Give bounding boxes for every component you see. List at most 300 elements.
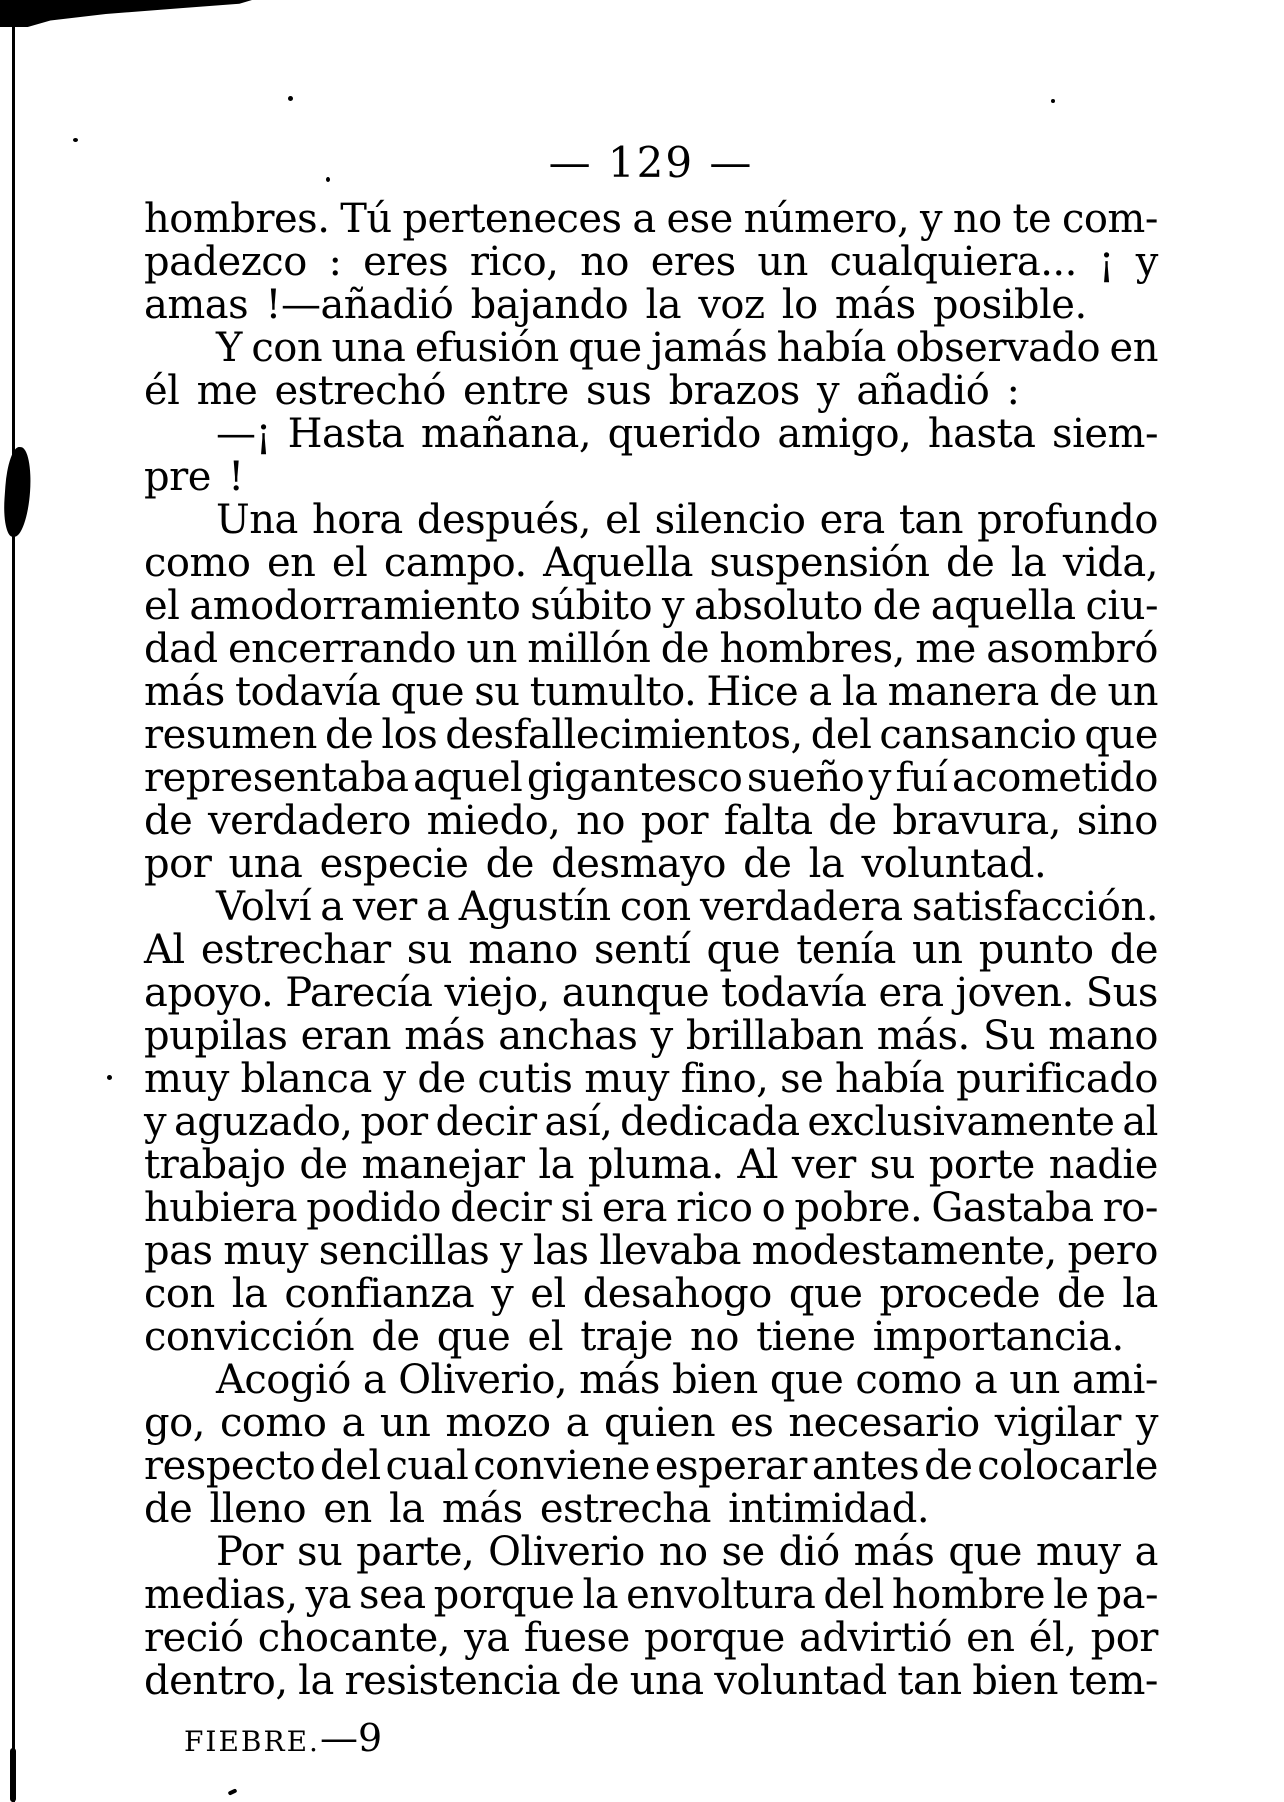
word: de xyxy=(417,1056,466,1102)
word: Gastaba xyxy=(931,1185,1094,1231)
word: exclusivamente xyxy=(807,1099,1115,1145)
word: tan xyxy=(898,497,964,543)
word: silencio xyxy=(654,497,806,543)
word: número, xyxy=(743,196,910,242)
word: aquella xyxy=(930,583,1076,629)
word: a xyxy=(426,884,450,930)
word: al xyxy=(1122,1099,1158,1145)
word: Y xyxy=(216,325,242,371)
word: más xyxy=(579,1357,660,1403)
word: querido xyxy=(607,411,761,457)
word: confianza xyxy=(284,1271,475,1317)
word: hombres, xyxy=(719,626,905,672)
word: por xyxy=(1090,1615,1158,1661)
word: advirtió xyxy=(798,1615,952,1661)
word: hubiera xyxy=(144,1185,298,1231)
word: joven. xyxy=(955,970,1074,1016)
word: con xyxy=(251,325,323,371)
word: chocante, xyxy=(257,1615,450,1661)
word: una xyxy=(629,1658,704,1704)
word: se xyxy=(780,1056,824,1102)
word: tem- xyxy=(1068,1658,1158,1704)
word: aguzado, xyxy=(173,1099,353,1145)
word: una xyxy=(331,325,406,371)
word: decir xyxy=(450,1185,552,1231)
word: le xyxy=(1053,1572,1089,1618)
word: fuí xyxy=(895,755,948,801)
text-line xyxy=(144,714,1158,757)
word: rico xyxy=(676,1185,753,1231)
word: era xyxy=(878,970,944,1016)
word: procede xyxy=(879,1271,1041,1317)
word: Acogió xyxy=(216,1357,351,1403)
word: su xyxy=(474,669,520,715)
word: trabajo xyxy=(144,1142,286,1188)
text-line xyxy=(144,1617,1158,1660)
word: y xyxy=(500,1228,523,1274)
word: cutis xyxy=(477,1056,573,1102)
word: dad xyxy=(144,626,218,672)
word: Tú xyxy=(340,196,392,242)
word: aquel xyxy=(413,755,523,801)
word: que xyxy=(788,1271,863,1317)
word: sentí xyxy=(594,927,691,973)
word: eres xyxy=(650,239,736,285)
word: falta xyxy=(723,798,813,844)
scan-artifact-left-line xyxy=(12,16,15,1802)
word: tenía xyxy=(796,927,896,973)
word: sencillas xyxy=(318,1228,490,1274)
word: y xyxy=(383,1056,406,1102)
text-line xyxy=(144,972,1158,1015)
word: y xyxy=(650,1013,673,1059)
word: bien xyxy=(972,1658,1059,1704)
word: brillaban xyxy=(685,1013,864,1059)
word: la xyxy=(298,1658,334,1704)
word: del xyxy=(823,1572,884,1618)
word: con xyxy=(144,1271,215,1317)
word: Oliverio xyxy=(488,1529,645,1575)
word: sino xyxy=(1076,798,1158,844)
word: todavía xyxy=(234,669,381,715)
word: del xyxy=(810,712,872,758)
word: del xyxy=(320,1443,381,1489)
word: un xyxy=(912,927,963,973)
word: desfallecimientos, xyxy=(445,712,803,758)
word: un xyxy=(379,1400,431,1446)
scan-artifact-left-line-foot xyxy=(10,1748,16,1802)
text-line xyxy=(144,1230,1158,1273)
word: podido xyxy=(306,1185,441,1231)
word: Oliverio, xyxy=(398,1357,568,1403)
scan-artifact-ink-blob xyxy=(2,446,33,538)
word: apoyo. xyxy=(144,970,274,1016)
word: observado xyxy=(895,325,1101,371)
word: bien xyxy=(671,1357,758,1403)
word: un xyxy=(757,239,808,285)
word: y xyxy=(1135,239,1158,285)
text-line xyxy=(144,757,1158,800)
word: así, xyxy=(544,1099,613,1145)
word: ro- xyxy=(1102,1185,1158,1231)
word: como xyxy=(855,1357,962,1403)
word: absoluto xyxy=(693,583,863,629)
text-line xyxy=(144,1058,1158,1101)
word: de xyxy=(872,583,921,629)
word: muy xyxy=(1035,1529,1121,1575)
word: con xyxy=(619,884,691,930)
word: hasta xyxy=(927,411,1036,457)
word: amigo, xyxy=(777,411,912,457)
word: a xyxy=(808,669,832,715)
word: no xyxy=(580,239,629,285)
word: de xyxy=(828,798,877,844)
text-line: él me estrechó entre sus brazos y añadió : xyxy=(144,368,1020,414)
word: ver xyxy=(791,1142,856,1188)
word: de xyxy=(1057,1271,1106,1317)
text-line: por una especie de desmayo de la voluntad. xyxy=(144,841,1047,887)
page-number: — 129 — xyxy=(548,138,754,187)
text-line xyxy=(144,1402,1158,1445)
word: que xyxy=(1084,712,1158,758)
word: la xyxy=(1122,1271,1158,1317)
signature-title: FIEBRE. xyxy=(184,1725,320,1758)
word: pas xyxy=(144,1228,213,1274)
text-line: amas !—añadió bajando la voz lo más posible. xyxy=(144,282,1087,328)
word: profundo xyxy=(977,497,1158,543)
word: a xyxy=(632,196,656,242)
word: de xyxy=(144,798,193,844)
word: decir xyxy=(435,1099,537,1145)
word: Parecía xyxy=(285,970,433,1016)
word: él, xyxy=(1028,1615,1077,1661)
word: había xyxy=(776,325,887,371)
word: más xyxy=(404,1013,486,1059)
word: Una xyxy=(216,497,298,543)
word: las xyxy=(532,1228,589,1274)
word: la xyxy=(538,1142,575,1188)
scan-speck xyxy=(288,96,293,101)
word: verdadera xyxy=(699,884,903,930)
word: los xyxy=(381,712,438,758)
word: estrechar xyxy=(200,927,391,973)
text-line xyxy=(144,1359,1158,1402)
word: reció xyxy=(144,1615,244,1661)
word: ciu- xyxy=(1085,583,1158,629)
word: mano xyxy=(1048,1013,1158,1059)
word: y xyxy=(919,196,943,242)
word: y xyxy=(1135,1400,1158,1446)
word: era xyxy=(601,1185,667,1231)
word: a xyxy=(341,1400,365,1446)
word: ya xyxy=(464,1615,510,1661)
word: un xyxy=(466,626,517,672)
text-line xyxy=(144,800,1158,843)
word: Su xyxy=(982,1013,1036,1059)
word: mozo xyxy=(445,1400,551,1446)
word: Al xyxy=(737,1142,779,1188)
word: la xyxy=(1010,540,1047,586)
signature-mark xyxy=(184,1718,382,1766)
word: esperar xyxy=(654,1443,807,1489)
word: asombró xyxy=(986,626,1158,672)
word: millón xyxy=(527,626,651,672)
text-line xyxy=(144,1574,1158,1617)
word: no xyxy=(576,798,625,844)
word: y xyxy=(144,1099,167,1145)
word: de xyxy=(1109,927,1158,973)
word: ese xyxy=(666,196,733,242)
word: conviene xyxy=(473,1443,650,1489)
word: modestamente, xyxy=(751,1228,1057,1274)
word: por xyxy=(640,798,708,844)
word: dedicada xyxy=(620,1099,800,1145)
word: parte, xyxy=(356,1529,475,1575)
word: como xyxy=(144,540,251,586)
word: viejo, xyxy=(444,970,550,1016)
word: pobre. xyxy=(794,1185,923,1231)
text-line xyxy=(144,1660,1158,1703)
word: súbito xyxy=(530,583,653,629)
text-line xyxy=(144,671,1158,714)
word: en xyxy=(966,1615,1015,1661)
word: que xyxy=(706,927,781,973)
word: que xyxy=(769,1357,844,1403)
word: siem- xyxy=(1052,411,1158,457)
word: su xyxy=(296,1529,343,1575)
word: vida, xyxy=(1062,540,1158,586)
word: quien xyxy=(604,1400,716,1446)
word: después, xyxy=(416,497,591,543)
word: necesario xyxy=(788,1400,980,1446)
word: en xyxy=(266,540,316,586)
word: o xyxy=(761,1185,786,1231)
text-line xyxy=(144,1101,1158,1144)
word: porque xyxy=(643,1615,785,1661)
word: Sus xyxy=(1085,970,1158,1016)
word: hombre xyxy=(891,1572,1046,1618)
word: verdadero xyxy=(208,798,411,844)
word: la xyxy=(582,1572,619,1618)
text-line: pre ! xyxy=(144,454,244,500)
word: hombres. xyxy=(144,196,330,242)
word: ya xyxy=(305,1572,352,1618)
word: de xyxy=(1049,669,1098,715)
word: a xyxy=(362,1357,387,1403)
word: envoltura xyxy=(626,1572,816,1618)
word: se xyxy=(721,1529,765,1575)
text-line xyxy=(144,241,1158,284)
word: mañana, xyxy=(420,411,592,457)
word: desahogo xyxy=(582,1271,772,1317)
scan-speck xyxy=(228,1788,238,1795)
text-line xyxy=(144,1144,1158,1187)
word: vigilar xyxy=(994,1400,1121,1446)
word: : xyxy=(328,239,342,285)
word: bravura, xyxy=(892,798,1061,844)
word: a xyxy=(1134,1529,1158,1575)
text-line: de lleno en la más estrecha intimidad. xyxy=(144,1486,930,1532)
word: purificado xyxy=(956,1056,1158,1102)
text-line xyxy=(144,585,1158,628)
word: porte xyxy=(928,1142,1035,1188)
word: el xyxy=(530,1271,566,1317)
word: cansancio xyxy=(879,712,1077,758)
text-line xyxy=(144,1187,1158,1230)
word: eres xyxy=(363,239,449,285)
word: de xyxy=(946,540,995,586)
text-block xyxy=(144,198,1158,1703)
text-line xyxy=(144,499,1158,542)
word: Al xyxy=(144,927,185,973)
scan-artifact-top-wedge xyxy=(0,0,252,27)
word: de xyxy=(325,712,374,758)
word: pluma. xyxy=(587,1142,724,1188)
word: resistencia xyxy=(344,1658,561,1704)
word: satisfacción. xyxy=(911,884,1158,930)
text-line xyxy=(144,929,1158,972)
word: padezco xyxy=(144,239,307,285)
word: y xyxy=(491,1271,514,1317)
word: respecto xyxy=(144,1443,316,1489)
word: cual xyxy=(385,1443,469,1489)
word: com- xyxy=(1061,196,1158,242)
word: el xyxy=(144,583,180,629)
word: dió xyxy=(778,1529,840,1575)
word: había xyxy=(835,1056,945,1102)
word: colocarle xyxy=(977,1443,1158,1489)
word: —¡ xyxy=(216,411,272,457)
word: Hasta xyxy=(287,411,405,457)
word: no xyxy=(952,196,1002,242)
word: más. xyxy=(876,1013,970,1059)
word: manejar xyxy=(361,1142,525,1188)
word: manera xyxy=(887,669,1039,715)
word: muy xyxy=(584,1056,669,1102)
word: llevaba xyxy=(599,1228,741,1274)
word: gigantesco xyxy=(526,755,743,801)
word: porque xyxy=(433,1572,575,1618)
word: acometido xyxy=(951,755,1158,801)
word: aunque xyxy=(561,970,710,1016)
word: no xyxy=(658,1529,708,1575)
word: blanca xyxy=(240,1056,372,1102)
word: te xyxy=(1012,196,1052,242)
signature-number: —9 xyxy=(319,1716,383,1760)
word: sueño xyxy=(746,755,865,801)
word: Agustín xyxy=(458,884,611,930)
word: ¡ xyxy=(1098,239,1115,285)
word: jamás xyxy=(651,325,768,371)
word: me xyxy=(915,626,976,672)
word: de xyxy=(660,626,710,672)
word: su xyxy=(406,927,453,973)
word: era xyxy=(819,497,885,543)
word: efusión xyxy=(414,325,559,371)
word: medias, xyxy=(144,1572,298,1618)
word: punto xyxy=(978,927,1094,973)
word: la xyxy=(231,1271,268,1317)
word: más xyxy=(144,669,225,715)
word: pupilas xyxy=(144,1013,288,1059)
text-line xyxy=(144,1531,1158,1574)
word: resumen xyxy=(144,712,317,758)
word: si xyxy=(560,1185,593,1231)
word: de xyxy=(570,1658,620,1704)
word: tumulto. xyxy=(529,669,697,715)
word: un xyxy=(1009,1357,1060,1403)
word: ami- xyxy=(1071,1357,1158,1403)
word: pa- xyxy=(1096,1572,1158,1618)
word: antes xyxy=(811,1443,920,1489)
text-line xyxy=(144,327,1158,370)
word: a xyxy=(973,1357,998,1403)
text-line xyxy=(144,628,1158,671)
word: miedo, xyxy=(426,798,561,844)
word: un xyxy=(1107,669,1158,715)
word: fuese xyxy=(523,1615,630,1661)
word: pero xyxy=(1067,1228,1158,1274)
word: más xyxy=(853,1529,935,1575)
word: es xyxy=(730,1400,774,1446)
word: encerrando xyxy=(227,626,456,672)
word: voluntad xyxy=(714,1658,887,1704)
scan-speck xyxy=(1051,99,1055,103)
word: el xyxy=(605,497,641,543)
word: y xyxy=(868,755,891,801)
word: Volví xyxy=(216,884,311,930)
word: que xyxy=(948,1529,1022,1575)
word: hora xyxy=(311,497,403,543)
word: que xyxy=(390,669,465,715)
word: eran xyxy=(300,1013,392,1059)
word: y xyxy=(661,583,685,629)
word: sea xyxy=(359,1572,426,1618)
text-line xyxy=(144,542,1158,585)
word: ver xyxy=(352,884,417,930)
text-line xyxy=(144,1015,1158,1058)
word: Aquella xyxy=(543,540,694,586)
word: como xyxy=(219,1400,327,1446)
word: go, xyxy=(144,1400,205,1446)
word: Por xyxy=(216,1529,283,1575)
word: por xyxy=(360,1099,428,1145)
word: dentro, xyxy=(144,1658,288,1704)
text-line: convicción de que el traje no tiene importancia. xyxy=(144,1314,1124,1360)
text-line xyxy=(144,198,1158,241)
text-line xyxy=(144,886,1158,929)
scan-speck xyxy=(73,138,78,142)
word: representaba xyxy=(144,755,409,801)
word: fino, xyxy=(680,1056,769,1102)
word: rico, xyxy=(469,239,559,285)
word: cualquiera... xyxy=(829,239,1077,285)
word: todavía xyxy=(721,970,867,1016)
text-line xyxy=(144,1445,1158,1488)
word: amodorramiento xyxy=(189,583,521,629)
word: nadie xyxy=(1048,1142,1158,1188)
word: mano xyxy=(468,927,578,973)
word: a xyxy=(320,884,344,930)
word: de xyxy=(299,1142,348,1188)
word: campo. xyxy=(383,540,527,586)
word: muy xyxy=(144,1056,229,1102)
word: suspensión xyxy=(709,540,930,586)
word: Hice xyxy=(706,669,799,715)
word: la xyxy=(841,669,878,715)
word: su xyxy=(869,1142,915,1188)
word: en xyxy=(1109,325,1158,371)
